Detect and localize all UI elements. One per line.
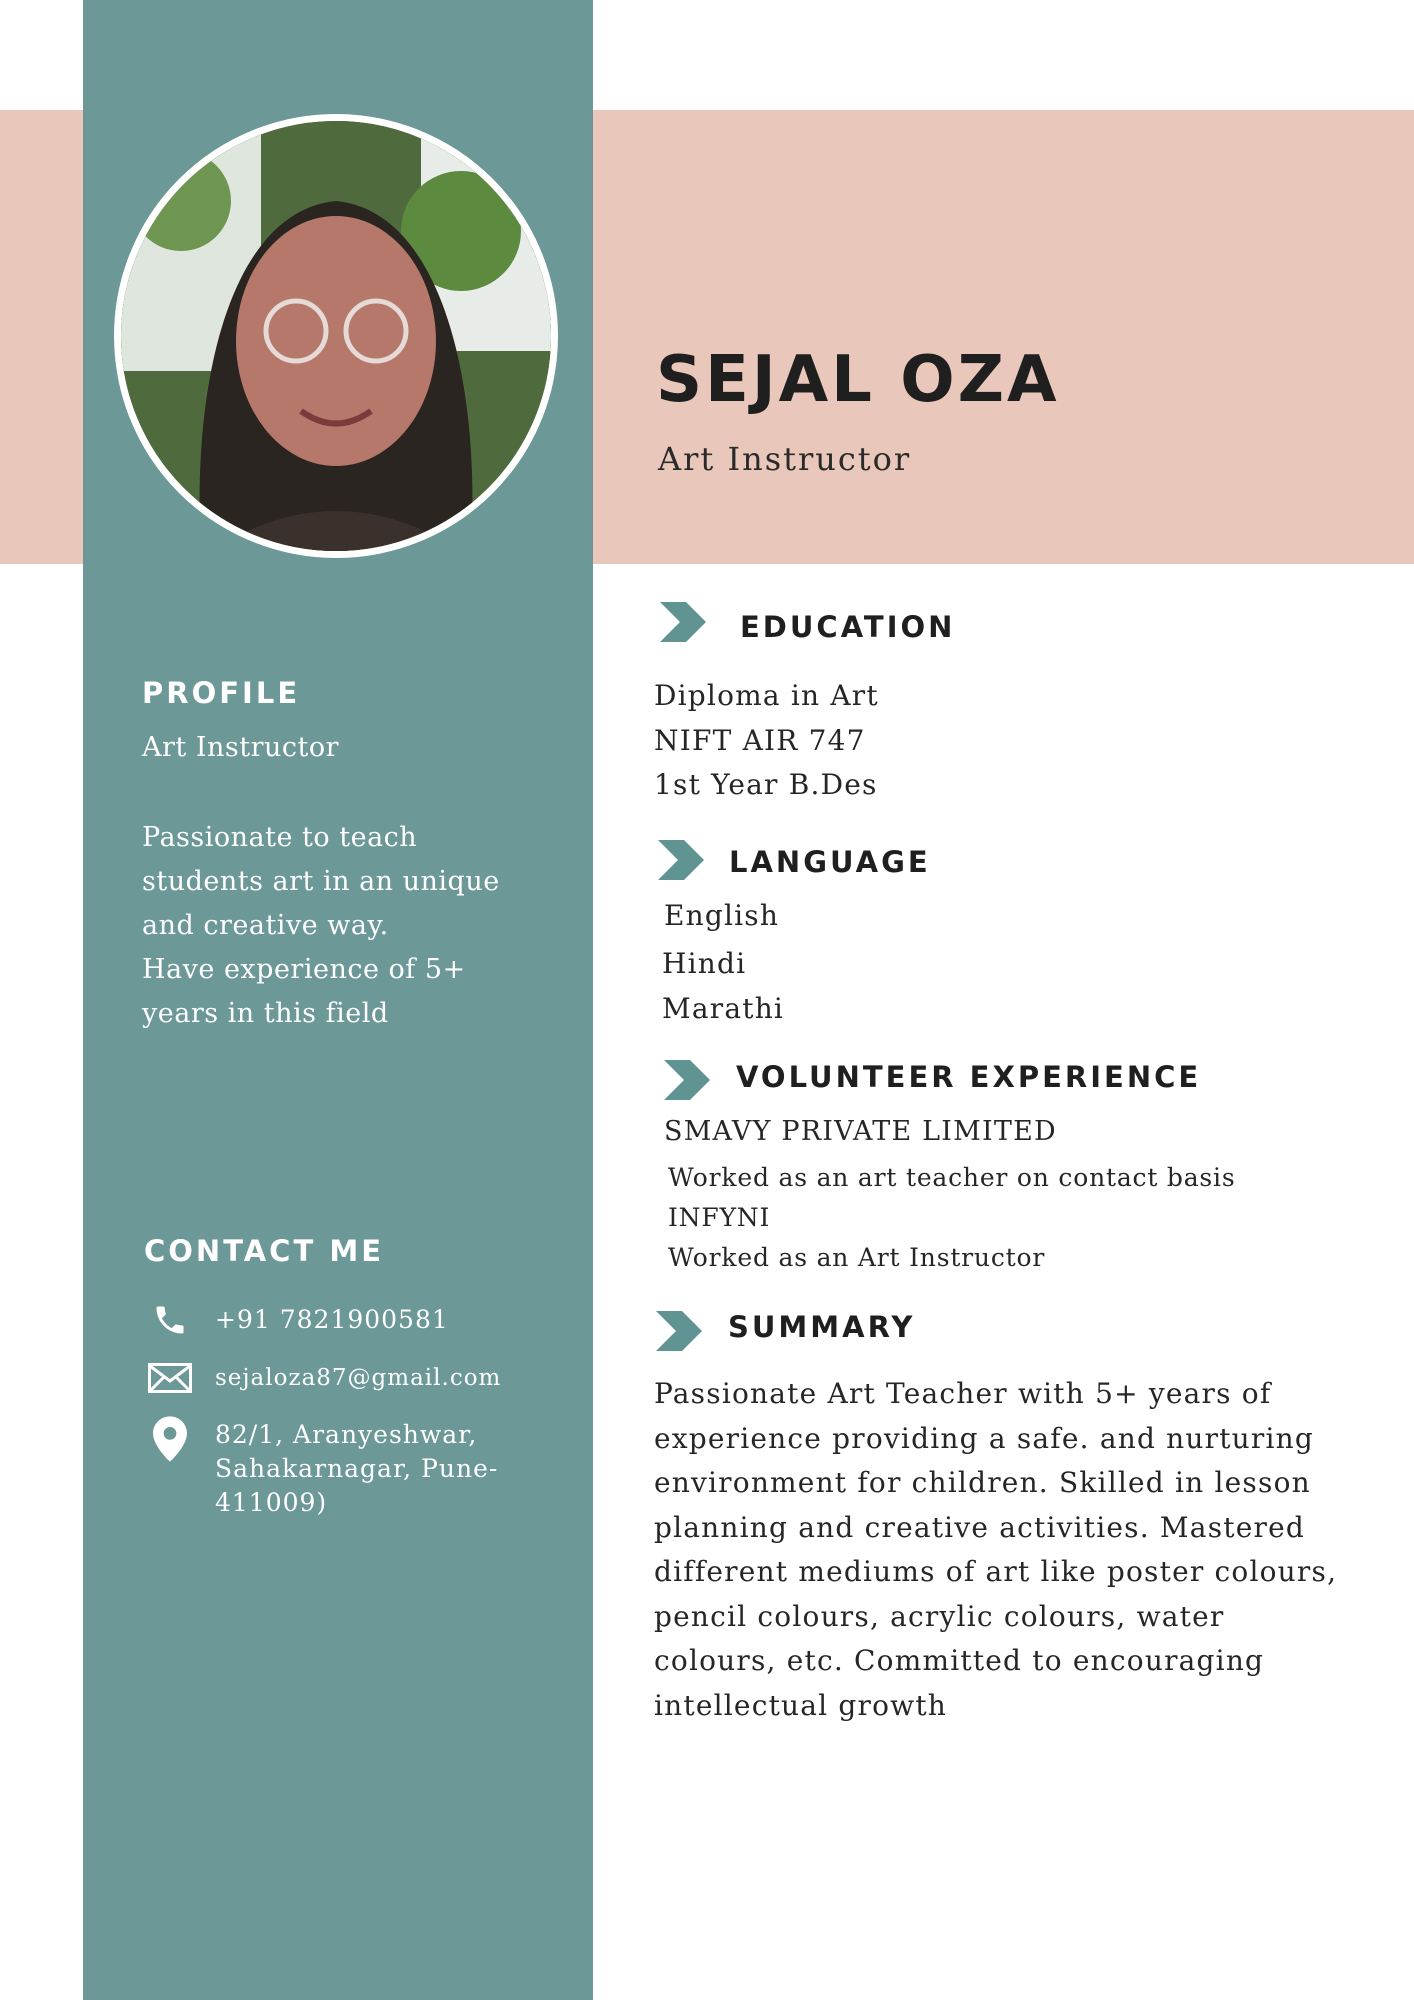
profile-description — [142, 816, 500, 1036]
address-line: Sahakarnagar, Pune- — [215, 1454, 499, 1483]
volunteer-item: Worked as an art teacher on contact basis — [668, 1163, 1236, 1192]
profile-line: years in this field — [142, 998, 389, 1029]
address-text — [215, 1418, 498, 1520]
education-heading: EDUCATION — [740, 610, 956, 644]
profile-line: students art in an unique — [142, 866, 500, 897]
profile-photo — [114, 114, 558, 558]
profile-role: Art Instructor — [142, 732, 340, 763]
phone-number: +91 7821900581 — [215, 1305, 449, 1334]
profile-heading: PROFILE — [142, 676, 301, 710]
chevron-right-icon — [660, 602, 712, 642]
volunteer-item: Worked as an Art Instructor — [668, 1243, 1046, 1272]
language-item: Marathi — [662, 992, 785, 1025]
profile-line: Passionate to teach — [142, 822, 418, 853]
summary-heading: SUMMARY — [728, 1310, 916, 1344]
volunteer-item: SMAVY PRIVATE LIMITED — [664, 1116, 1057, 1147]
person-name: SEJAL OZA — [656, 343, 1060, 417]
phone-icon — [145, 1295, 195, 1345]
language-heading: LANGUAGE — [729, 845, 931, 879]
education-item: Diploma in Art — [654, 679, 879, 712]
chevron-right-icon — [664, 1060, 716, 1100]
location-pin-icon — [145, 1414, 195, 1464]
address-line: 82/1, Aranyeshwar, — [215, 1420, 478, 1449]
language-item: Hindi — [662, 947, 747, 980]
education-item: NIFT AIR 747 — [654, 724, 866, 757]
address-line: 411009) — [215, 1488, 328, 1517]
contact-heading: CONTACT ME — [144, 1234, 385, 1268]
email-address: sejaloza87@gmail.com — [215, 1365, 502, 1391]
profile-line: and creative way. — [142, 910, 389, 941]
chevron-right-icon — [656, 1311, 708, 1351]
education-item: 1st Year B.Des — [654, 768, 878, 801]
profile-line: Have experience of 5+ — [142, 954, 466, 985]
chevron-right-icon — [658, 840, 710, 880]
volunteer-heading: VOLUNTEER EXPERIENCE — [736, 1060, 1202, 1094]
language-item: English — [664, 899, 780, 932]
summary-text: Passionate Art Teacher with 5+ years of experience providing a safe. and nurturing environment for children. Skilled in lesson planning and creative activities. Mastered different mediums of art like poster colours, pencil colours, acrylic colours, water colours, etc. Committed to encouraging intellectual growth — [654, 1377, 1338, 1722]
volunteer-item: INFYNI — [668, 1203, 771, 1232]
mail-icon — [145, 1353, 195, 1403]
job-title: Art Instructor — [658, 440, 912, 478]
